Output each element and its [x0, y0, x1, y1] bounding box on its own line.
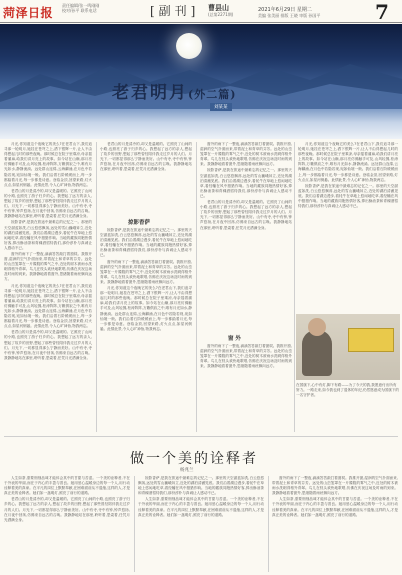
title-main: 老君明月 — [112, 83, 188, 103]
paragraph: 掠影香萨,是我在旅途中最难忘的记忆之一。那里的天空湛蓝如洗,白云悠悠飘荡,远处的雪山巍峨耸立,近处的湖泊清澈见底。我们沿着湖边漫步,看牦牛在草地上悠闲地吃草,看经幡在风中猎猎作响。当地的藏族同胞热情好客,捧出酥油茶和青稞酒招待我们,那份淳朴与真诚让人感动不已。 — [200, 168, 292, 198]
paragraph: 掠影香萨,是我在旅途中最难忘的记忆之一。那里的天空湛蓝如洗,白云悠悠飘荡,远处的雪山巍峨耸立,近处的湖泊清澈见底。我们沿着湖边漫步,看牦牛在草地上悠闲地吃草,看经幡在风中猎猎作响。当地的藏族同胞热情好客,捧出酥油茶和青稞酒招待我们,那份淳朴与真诚让人感动不已。 — [138, 476, 264, 496]
article-column-2a — [100, 142, 192, 216]
subhead-2: 窗 外 — [228, 336, 241, 342]
essay-column-1 — [4, 476, 130, 572]
sign-board — [348, 328, 394, 352]
paragraph: 窗外的雨下了一整夜,滴滴答答敲打着窗棂。我推开窗,湿润的空气扑面而来,带着泥土和青草的芬芳。远处的山峦笼罩在一片朦胧的雾气之中,近处的树木被雨水洗刷得格外青翠。鸟儿在枝头欢快地歌唱,仿佛在庆祝这场及时雨的到来。我静静地看着窗外,思绪随着雨丝飘向远方。 — [4, 251, 92, 282]
paragraph: 窗外的雨下了一整夜,滴滴答答敲打着窗棂。我推开窗,湿润的空气扑面而来,带着泥土和青草的芬芳。远处的山峦笼罩在一片朦胧的雾气之中,近处的树木被雨水洗刷得格外青翠。鸟儿在枝头欢快地歌唱,仿佛在庆祝这场及时雨的到来。我静静地看着窗外,思绪随着雨丝飘向远方。 — [272, 476, 398, 496]
column-divider — [96, 142, 97, 432]
person-head — [308, 318, 326, 336]
editor-info — [62, 3, 99, 13]
paragraph: 人生如茶,需要细细品味才能体会其中的甘甜与苦涩。一个美的诠释者,不在于外表的华丽,而在于内心的丰盈与善良。她用爱心温暖身边的每一个人,用行动诠释着美的真谛。在平凡的岗位上默默奉献,在困难面前从不退缩,这样的人,才是真正美的诠释者。她们如一盏明灯,照亮了前行的道路。 — [272, 497, 398, 517]
paragraph: 窗外的雨下了一整夜,滴滴答答敲打着窗棂。我推开窗,湿润的空气扑面而来,带着泥土和青草的芬芳。远处的山峦笼罩在一片朦胧的雾气之中,近处的树木被雨水洗刷得格外青翠。鸟儿在枝头欢快地歌唱,仿佛在庆祝这场及时雨的到来。我静静地看着窗外,思绪随着雨丝飘向远方。 — [200, 344, 292, 369]
column-divider — [196, 142, 197, 432]
essay-author: 杨兆兰 — [180, 468, 194, 473]
paragraph: 掠影香萨,是我在旅途中最难忘的记忆之一。那里的天空湛蓝如洗,白云悠悠飘荡,远处的雪山巍峨耸立,近处的湖泊清澈见底。我们沿着湖边漫步,看牦牛在草地上悠闲地吃草,看经幡在风中猎猎作响。当地的藏族同胞热情好客,捧出酥油茶和青稞酒招待我们,那份淳朴与真诚让人感动不已。 — [298, 183, 398, 209]
paragraph: 窗外的雨下了一整夜,滴滴答答敲打着窗棂。我推开窗,湿润的空气扑面而来,带着泥土和青草的芬芳。远处的山峦笼罩在一片朦胧的雾气之中,近处的树木被雨水洗刷得格外青翠。鸟儿在枝头欢快地歌唱,仿佛在庆祝这场及时雨的到来。我静静地看着窗外,思绪随着雨丝飘向远方。 — [100, 259, 192, 284]
article-column-2b — [100, 228, 192, 432]
paragraph: 窗外的雨下了一整夜,滴滴答答敲打着窗棂。我推开窗,湿润的空气扑面而来,带着泥土和青草的芬芳。远处的山峦笼罩在一片朦胧的雾气之中,近处的树木被雨水洗刷得格外青翠。鸟儿在枝头欢快地歌唱,仿佛在庆祝这场及时雨的到来。我静静地看着窗外,思绪随着雨丝飘向远方。 — [200, 142, 292, 167]
editor-line-2: 校对/孙平 联系电话 — [62, 8, 97, 13]
essay-column-3 — [272, 476, 398, 572]
editor-line-1: 责任编辑/张一鸣刚刚 — [62, 3, 100, 8]
paragraph: 老君山的月是清冷的,却又是温暖的。它照亮了山间的小路,也照亮了游子归乡的心。我想起了远方的亲人,想起了故乡的田野,想起了那些曾经陪伴我走过岁月的人们。月光下,一切都显得那么宁静而美好。山中有寺,寺中有钟,钟声悠扬,在月夜中回荡,仿佛来自远古的召唤。我静静地站在那里,聆听着,思索着,任凭月光洒满全身。 — [100, 142, 192, 172]
page-number: 7 — [375, 0, 389, 24]
paragraph: 掠影香萨,是我在旅途中最难忘的记忆之一。那里的天空湛蓝如洗,白云悠悠飘荡,远处的雪山巍峨耸立,近处的湖泊清澈见底。我们沿着湖边漫步,看牦牛在草地上悠闲地吃草,看经幡在风中猎猎作响。当地的藏族同胞热情好客,捧出酥油茶和青稞酒招待我们,那份淳朴与真诚让人感动不已。 — [4, 220, 92, 250]
article-column-1 — [4, 142, 92, 432]
column-divider — [294, 142, 295, 432]
column-divider — [134, 476, 135, 572]
article-column-3b — [200, 344, 292, 432]
essay-title: 做一个美的诠释者 — [130, 451, 258, 467]
article-column-4 — [298, 142, 398, 310]
issue-date: 2021年6月29日 星期二 — [258, 7, 312, 13]
paragraph: 月光,你知道这个夜晚它的美么?在老君山下,我们追寻那一轮明月,她挂在苍穹之上,洒下银辉一片,让人不由得想起儿时的那些夜晚。那时候总在院子里乘凉,母亲摇着蒲扇,给我们讲月亮上的故事。如今站在山巅,那月亮仿佛触手可及,山风轻拂,松涛阵阵,万籁俱寂之中,唯有月光如水,静静流淌。远处群山连绵,云海翻涌,在月色中若隐若现,宛如仙境一般。我们沿着石阶缓缓而上,每一步都踏着月光,每一步都是诗意。登临金顶,回望来路,灯火点点,如星河倒悬。此情此景,令人心旷神怡,物我两忘。 — [4, 142, 92, 187]
title-part: (外二篇) — [188, 88, 237, 101]
essay-column-2 — [138, 476, 264, 572]
column-issue: (总第2271期) — [208, 12, 234, 17]
paragraph: 老君山的月是清冷的,却又是温暖的。它照亮了山间的小路,也照亮了游子归乡的心。我想起了远方的亲人,想起了故乡的田野,想起了那些曾经陪伴我走过岁月的人们。月光下,一切都显得那么宁静而美好。山中有寺,寺中有钟,钟声悠扬,在月夜中回荡,仿佛来自远古的召唤。我静静地站在那里,聆听着,思索着,任凭月光洒满全身。 — [4, 330, 92, 360]
paragraph: 月光,你知道这个夜晚它的美么?在老君山下,我们追寻那一轮明月,她挂在苍穹之上,洒下银辉一片,让人不由得想起儿时的那些夜晚。那时候总在院子里乘凉,母亲摇着蒲扇,给我们讲月亮上的故事。如今站在山巅,那月亮仿佛触手可及,山风轻拂,松涛阵阵,万籁俱寂之中,唯有月光如水,静静流淌。远处群山连绵,云海翻涌,在月色中若隐若现,宛如仙境一般。我们沿着石阶缓缓而上,每一步都踏着月光,每一步都是诗意。登临金顶,回望来路,灯火点点,如星河倒悬。此情此景,令人心旷神怡,物我两忘。 — [100, 286, 192, 331]
masthead — [0, 0, 402, 23]
person-figure — [302, 330, 332, 376]
photo-caption: 在国旗下,心中有灯,脚下有路——为了今天的我,我愿意付出所有努力。一路走来,如今我也到了退休的年纪,仍然愿意成为国旗下的一名守护者。 — [296, 383, 399, 397]
article-column-3a — [200, 142, 292, 330]
staff-credits: 美编 张美丽 排版 王晓 审版 孙国平 — [258, 13, 321, 18]
paragraph: 掠影香萨,是我在旅途中最难忘的记忆之一。那里的天空湛蓝如洗,白云悠悠飘荡,远处的雪山巍峨耸立,近处的湖泊清澈见底。我们沿着湖边漫步,看牦牛在草地上悠闲地吃草,看经幡在风中猎猎作响。当地的藏族同胞热情好客,捧出酥油茶和青稞酒招待我们,那份淳朴与真诚让人感动不已。 — [100, 228, 192, 258]
newspaper-logo: 菏泽日报 — [3, 6, 54, 20]
paragraph: 老君山的月是清冷的,却又是温暖的。它照亮了山间的小路,也照亮了游子归乡的心。我想起了远方的亲人,想起了故乡的田野,想起了那些曾经陪伴我走过岁月的人们。月光下,一切都显得那么宁静而美好。山中有寺,寺中有钟,钟声悠扬,在月夜中回荡,仿佛来自远古的召唤。我静静地站在那里,聆听着,思索着,任凭月光洒满全身。 — [4, 497, 130, 522]
paragraph: 月光,你知道这个夜晚它的美么?在老君山下,我们追寻那一轮明月,她挂在苍穹之上,洒下银辉一片,让人不由得想起儿时的那些夜晚。那时候总在院子里乘凉,母亲摇着蒲扇,给我们讲月亮上的故事。如今站在山巅,那月亮仿佛触手可及,山风轻拂,松涛阵阵,万籁俱寂之中,唯有月光如水,静静流淌。远处群山连绵,云海翻涌,在月色中若隐若现,宛如仙境一般。我们沿着石阶缓缓而上,每一步都踏着月光,每一步都是诗意。登临金顶,回望来路,灯火点点,如星河倒悬。此情此景,令人心旷神怡,物我两忘。 — [298, 142, 398, 182]
author-tag: 刘某某 — [210, 103, 232, 111]
title-band — [0, 109, 402, 139]
section-divider — [4, 436, 398, 437]
paragraph: 月光,你知道这个夜晚它的美么?在老君山下,我们追寻那一轮明月,她挂在苍穹之上,洒下银辉一片,让人不由得想起儿时的那些夜晚。那时候总在院子里乘凉,母亲摇着蒲扇,给我们讲月亮上的故事。如今站在山巅,那月亮仿佛触手可及,山风轻拂,松涛阵阵,万籁俱寂之中,唯有月光如水,静静流淌。远处群山连绵,云海翻涌,在月色中若隐若现,宛如仙境一般。我们沿着石阶缓缓而上,每一步都踏着月光,每一步都是诗意。登临金顶,回望来路,灯火点点,如星河倒悬。此情此景,令人心旷神怡,物我两忘。 — [4, 283, 92, 329]
paragraph: 人生如茶,需要细细品味才能体会其中的甘甜与苦涩。一个美的诠释者,不在于外表的华丽,而在于内心的丰盈与善良。她用爱心温暖身边的每一个人,用行动诠释着美的真谛。在平凡的岗位上默默奉献,在困难面前从不退缩,这样的人,才是真正美的诠释者。她们如一盏明灯,照亮了前行的道路。 — [4, 476, 130, 496]
paragraph: 人生如茶,需要细细品味才能体会其中的甘甜与苦涩。一个美的诠释者,不在于外表的华丽,而在于内心的丰盈与善良。她用爱心温暖身边的每一个人,用行动诠释着美的真谛。在平凡的岗位上默默奉献,在困难面前从不退缩,这样的人,才是真正美的诠释者。她们如一盏明灯,照亮了前行的道路。 — [138, 497, 264, 517]
article-title — [112, 78, 236, 103]
paragraph: 老君山的月是清冷的,却又是温暖的。它照亮了山间的小路,也照亮了游子归乡的心。我想起了远方的亲人,想起了故乡的田野,想起了那些曾经陪伴我走过岁月的人们。月光下,一切都显得那么宁静而美好。山中有寺,寺中有钟,钟声悠扬,在月夜中回荡,仿佛来自远古的召唤。我静静地站在那里,聆听着,思索着,任凭月光洒满全身。 — [200, 200, 292, 230]
photo-veteran — [296, 314, 400, 380]
column-divider — [268, 476, 269, 572]
column-name: 曹县山 — [208, 4, 229, 12]
subhead-1: 掠影香萨 — [128, 220, 151, 226]
paragraph: 老君山的月是清冷的,却又是温暖的。它照亮了山间的小路,也照亮了游子归乡的心。我想起了远方的亲人,想起了故乡的田野,想起了那些曾经陪伴我走过岁月的人们。月光下,一切都显得那么宁静而美好。山中有寺,寺中有钟,钟声悠扬,在月夜中回荡,仿佛来自远古的召唤。我静静地站在那里,聆听着,思索着,任凭月光洒满全身。 — [4, 188, 92, 219]
section-name: [副刊] — [150, 4, 200, 18]
